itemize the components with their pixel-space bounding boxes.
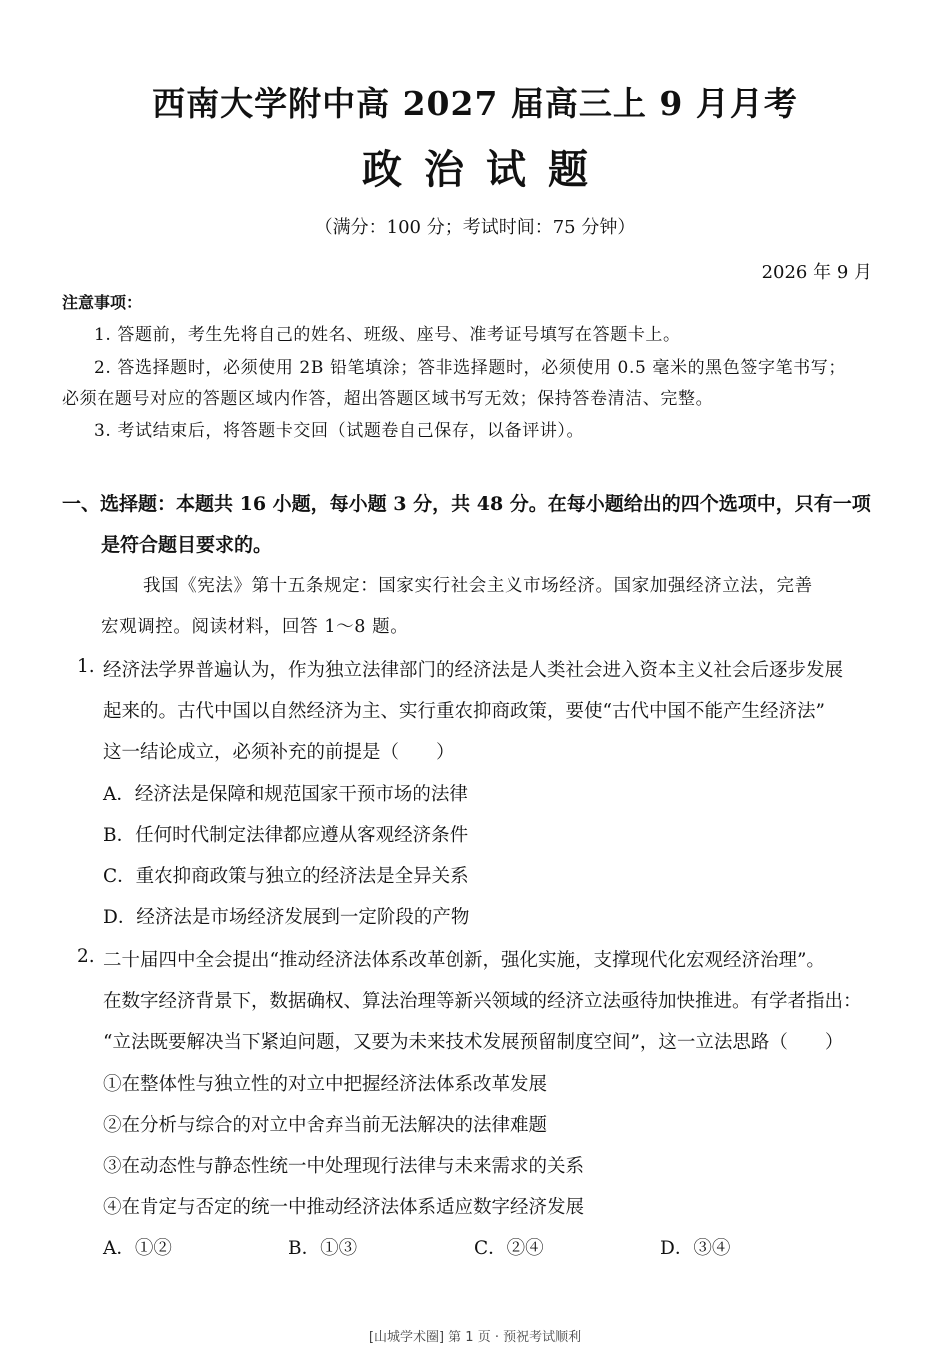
material-intro-cont: 宏观调控。阅读材料，回答 1～8 题。 bbox=[101, 617, 409, 637]
page-footer: [山城学术圈] 第 1 页 · 预祝考试顺利 bbox=[368, 1330, 582, 1345]
q2-stem-line1: 二十届四中全会提出“推动经济法体系改革创新，强化实施，支撑现代化宏观经济治理”。 bbox=[103, 950, 825, 971]
q2-statement-3: ③在动态性与静态性统一中处理现行法律与未来需求的关系 bbox=[103, 1156, 585, 1177]
q2-answer-c: C．②④ bbox=[474, 1238, 544, 1259]
q2-answer-b: B．①③ bbox=[288, 1238, 358, 1259]
q2-statement-4: ④在肯定与否定的统一中推动经济法体系适应数字经济发展 bbox=[103, 1197, 585, 1218]
q2-statement-1: ①在整体性与独立性的对立中把握经济法体系改革发展 bbox=[103, 1074, 548, 1095]
q2-answer-d: D．③④ bbox=[660, 1238, 731, 1259]
q2-stem-line3: “立法既要解决当下紧迫问题，又要为未来技术发展预留制度空间”，这一立法思路（ ） bbox=[103, 1032, 844, 1053]
exam-title: 西南大学附中高 2027 届高三上 9 月月考 bbox=[152, 84, 798, 123]
section-heading: 一、选择题：本题共 16 小题，每小题 3 分，共 48 分。在每小题给出的四个选项中，只有一项 bbox=[62, 493, 871, 515]
q1-stem-line3: 这一结论成立，必须补充的前提是（ ） bbox=[103, 742, 455, 763]
q2-statement-2: ②在分析与综合的对立中舍弃当前无法解决的法律难题 bbox=[103, 1115, 548, 1136]
q1-option-b: B．任何时代制定法律都应遵从客观经济条件 bbox=[103, 825, 469, 846]
section-heading-cont: 是符合题目要求的。 bbox=[101, 534, 273, 556]
notice-item-3: 3. 考试结束后，将答题卡交回（试题卷自己保存，以备评讲）。 bbox=[94, 421, 585, 441]
q1-stem-line1: 经济法学界普遍认为，作为独立法律部门的经济法是人类社会进入资本主义社会后逐步发展 bbox=[103, 660, 844, 681]
exam-date: 2026 年 9 月 bbox=[761, 262, 872, 283]
notice-item-2-cont: 必须在题号对应的答题区域内作答，超出答题区域书写无效；保持答卷清洁、完整。 bbox=[62, 389, 714, 409]
notice-item-1: 1. 答题前，考生先将自己的姓名、班级、座号、准考证号填写在答题卡上。 bbox=[94, 325, 681, 345]
q1-number: 1. bbox=[77, 656, 95, 677]
q2-stem-line2: 在数字经济背景下，数据确权、算法治理等新兴领域的经济立法亟待加快推进。有学者指出： bbox=[103, 991, 862, 1012]
notice-heading: 注意事项： bbox=[62, 293, 143, 312]
material-intro: 我国《宪法》第十五条规定：国家实行社会主义市场经济。国家加强经济立法，完善 bbox=[143, 576, 813, 596]
q2-answer-a: A．①② bbox=[103, 1238, 172, 1259]
q1-option-c: C．重农抑商政策与独立的经济法是全异关系 bbox=[103, 866, 469, 887]
exam-meta: （满分：100 分；考试时间：75 分钟） bbox=[314, 217, 636, 238]
q1-option-a: A．经济法是保障和规范国家干预市场的法律 bbox=[103, 784, 468, 805]
subject-title: 政治试题 bbox=[362, 146, 610, 193]
q1-option-d: D．经济法是市场经济发展到一定阶段的产物 bbox=[103, 907, 470, 928]
q2-number: 2. bbox=[77, 946, 95, 967]
notice-item-2: 2. 答选择题时，必须使用 2B 铅笔填涂；答非选择题时，必须使用 0.5 毫米的黑色签字笔书写； bbox=[94, 358, 846, 378]
q1-stem-line2: 起来的。古代中国以自然经济为主、实行重农抑商政策，要使“古代中国不能产生经济法” bbox=[103, 701, 825, 722]
